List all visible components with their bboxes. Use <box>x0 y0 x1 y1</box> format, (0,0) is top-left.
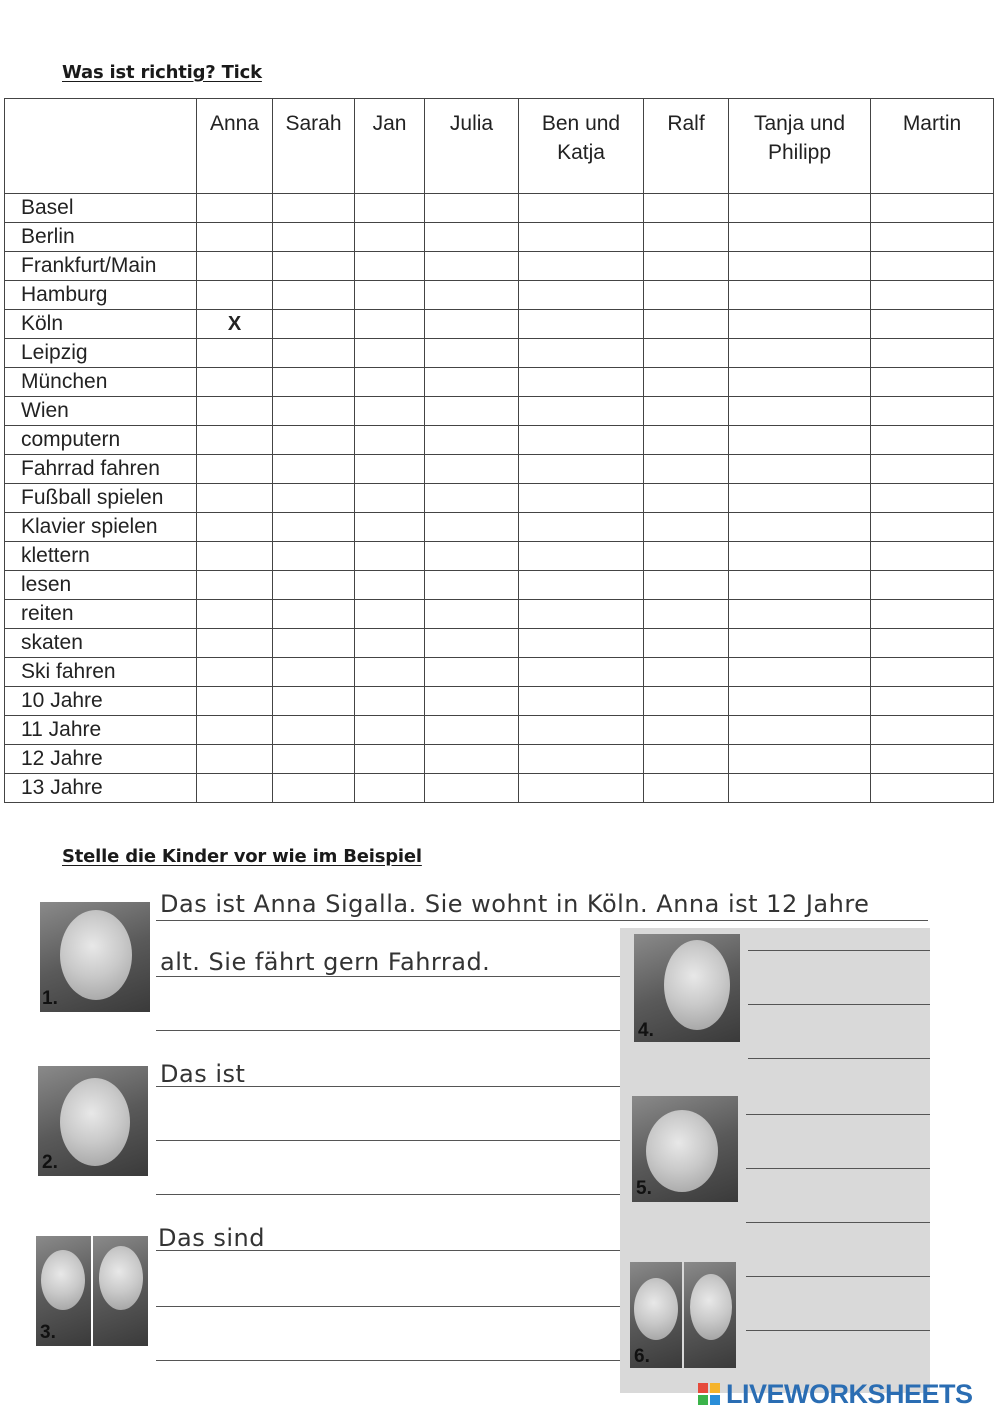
tick-cell[interactable] <box>425 745 519 774</box>
tick-cell[interactable] <box>519 194 644 223</box>
tick-cell[interactable] <box>273 600 355 629</box>
tick-cell[interactable] <box>871 484 994 513</box>
column-header: Martin <box>871 99 994 194</box>
column-header: Julia <box>425 99 519 194</box>
answer-line-3c[interactable] <box>156 1360 620 1361</box>
tick-cell[interactable] <box>729 194 871 223</box>
tick-cell[interactable] <box>425 571 519 600</box>
answer-line-5c[interactable] <box>746 1222 930 1223</box>
table-row <box>5 310 994 339</box>
answer-line-4b[interactable] <box>748 1004 930 1005</box>
tick-cell[interactable] <box>871 397 994 426</box>
tick-cell[interactable] <box>871 774 994 803</box>
row-label: Fahrrad fahren <box>5 455 197 484</box>
table-row <box>5 281 994 310</box>
tick-cell[interactable] <box>729 252 871 281</box>
tick-cell[interactable] <box>425 252 519 281</box>
answer-line-5a[interactable] <box>746 1114 930 1115</box>
tick-cell[interactable] <box>519 281 644 310</box>
tick-cell[interactable] <box>644 339 729 368</box>
child-photo-3b <box>93 1236 148 1346</box>
tick-cell[interactable] <box>871 745 994 774</box>
tick-cell[interactable] <box>355 223 425 252</box>
example-text-line-2: alt. Sie fährt gern Fahrrad. <box>160 948 491 976</box>
tick-cell[interactable] <box>729 484 871 513</box>
prompt-das-sind: Das sind <box>158 1224 265 1252</box>
tick-cell[interactable] <box>729 629 871 658</box>
tick-cell[interactable] <box>425 629 519 658</box>
row-label: 11 Jahre <box>5 716 197 745</box>
table-row <box>5 484 994 513</box>
tick-mark: X <box>227 312 242 335</box>
tick-cell[interactable] <box>644 281 729 310</box>
tick-cell[interactable] <box>729 426 871 455</box>
tick-cell[interactable] <box>197 687 273 716</box>
tick-cell[interactable] <box>871 629 994 658</box>
tick-cell[interactable] <box>519 542 644 571</box>
answer-line-6b[interactable] <box>746 1330 930 1331</box>
tick-cell[interactable] <box>197 571 273 600</box>
row-label: München <box>5 368 197 397</box>
table-row <box>5 455 994 484</box>
table-row <box>5 571 994 600</box>
tick-cell[interactable] <box>871 281 994 310</box>
tick-cell[interactable] <box>871 513 994 542</box>
tick-cell[interactable] <box>871 687 994 716</box>
tick-cell[interactable] <box>355 774 425 803</box>
tick-cell[interactable] <box>355 426 425 455</box>
tick-cell[interactable] <box>273 571 355 600</box>
row-label: Berlin <box>5 223 197 252</box>
tick-cell[interactable] <box>519 339 644 368</box>
row-label: computern <box>5 426 197 455</box>
tick-cell[interactable] <box>871 252 994 281</box>
tick-cell[interactable] <box>273 687 355 716</box>
tick-cell[interactable] <box>729 716 871 745</box>
row-label: 10 Jahre <box>5 687 197 716</box>
writing-line <box>156 976 620 977</box>
tick-cell[interactable] <box>729 455 871 484</box>
tick-cell[interactable] <box>197 600 273 629</box>
photo-number-6: 6. <box>634 1346 650 1367</box>
column-header: Jan <box>355 99 425 194</box>
exercise-heading-tick: Was ist richtig? Tick <box>62 62 262 83</box>
column-header: Tanja und Philipp <box>729 99 871 194</box>
tick-cell[interactable] <box>355 716 425 745</box>
table-row <box>5 629 994 658</box>
tick-cell[interactable] <box>519 513 644 542</box>
answer-line-3a[interactable] <box>156 1250 620 1251</box>
tick-cell[interactable] <box>644 716 729 745</box>
tick-cell[interactable] <box>425 716 519 745</box>
tick-cell[interactable] <box>197 252 273 281</box>
tick-cell[interactable] <box>355 339 425 368</box>
tick-cell[interactable] <box>197 194 273 223</box>
table-row <box>5 339 994 368</box>
tick-cell[interactable] <box>519 223 644 252</box>
tick-cell[interactable] <box>273 339 355 368</box>
row-label: Köln <box>5 310 197 339</box>
tick-cell[interactable] <box>644 194 729 223</box>
tick-cell[interactable] <box>355 484 425 513</box>
tick-cell[interactable] <box>197 774 273 803</box>
table-row <box>5 716 994 745</box>
table-row <box>5 223 994 252</box>
tick-cell[interactable] <box>197 397 273 426</box>
tick-cell[interactable] <box>273 774 355 803</box>
tick-cell[interactable] <box>355 600 425 629</box>
table-row <box>5 194 994 223</box>
table-row <box>5 513 994 542</box>
tick-cell[interactable] <box>519 658 644 687</box>
tick-cell[interactable] <box>355 368 425 397</box>
tick-cell[interactable] <box>729 687 871 716</box>
tick-cell[interactable] <box>425 368 519 397</box>
tick-cell[interactable] <box>519 484 644 513</box>
tick-cell[interactable] <box>519 600 644 629</box>
tick-cell[interactable] <box>871 223 994 252</box>
tick-cell[interactable] <box>644 397 729 426</box>
tick-cell[interactable] <box>519 455 644 484</box>
tick-cell[interactable] <box>197 658 273 687</box>
column-header: Ben und Katja <box>519 99 644 194</box>
tick-cell[interactable] <box>644 484 729 513</box>
tick-cell[interactable] <box>519 687 644 716</box>
tick-table <box>4 98 994 803</box>
tick-cell[interactable] <box>273 716 355 745</box>
tick-cell[interactable] <box>197 368 273 397</box>
tick-cell[interactable] <box>425 658 519 687</box>
tick-cell[interactable] <box>519 252 644 281</box>
answer-line-4c[interactable] <box>748 1058 930 1059</box>
tick-cell[interactable] <box>425 194 519 223</box>
tick-cell[interactable] <box>729 774 871 803</box>
tick-cell[interactable] <box>519 745 644 774</box>
column-header: Sarah <box>273 99 355 194</box>
child-photo-6b <box>684 1262 736 1368</box>
tick-cell[interactable] <box>644 542 729 571</box>
tick-cell[interactable] <box>197 281 273 310</box>
tick-cell[interactable] <box>871 339 994 368</box>
answer-line-2c[interactable] <box>156 1194 620 1195</box>
tick-cell[interactable] <box>871 455 994 484</box>
tick-cell[interactable] <box>729 658 871 687</box>
tick-cell[interactable] <box>871 194 994 223</box>
answer-line-2b[interactable] <box>156 1140 620 1141</box>
row-label: reiten <box>5 600 197 629</box>
tick-cell[interactable] <box>355 252 425 281</box>
tick-cell[interactable] <box>644 223 729 252</box>
table-row <box>5 397 994 426</box>
tick-cell[interactable] <box>273 658 355 687</box>
tick-cell[interactable] <box>273 397 355 426</box>
tick-cell[interactable] <box>197 310 273 339</box>
table-row <box>5 600 994 629</box>
row-label: 13 Jahre <box>5 774 197 803</box>
tick-cell[interactable] <box>729 571 871 600</box>
row-label: Leipzig <box>5 339 197 368</box>
tick-cell[interactable] <box>729 339 871 368</box>
writing-line <box>156 920 928 921</box>
column-header: Ralf <box>644 99 729 194</box>
table-row <box>5 774 994 803</box>
table-row <box>5 426 994 455</box>
photo-number-1: 1. <box>42 988 58 1009</box>
table-row <box>5 687 994 716</box>
row-label: lesen <box>5 571 197 600</box>
example-text-line-1: Das ist Anna Sigalla. Sie wohnt in Köln. Anna ist 12 Jahre <box>160 890 870 918</box>
tick-cell[interactable] <box>519 571 644 600</box>
tick-cell[interactable] <box>519 426 644 455</box>
tick-cell[interactable] <box>729 281 871 310</box>
tick-cell[interactable] <box>197 542 273 571</box>
tick-cell[interactable] <box>197 716 273 745</box>
tick-cell[interactable] <box>871 542 994 571</box>
tick-cell[interactable] <box>355 629 425 658</box>
row-label: Fußball spielen <box>5 484 197 513</box>
tick-cell[interactable] <box>644 629 729 658</box>
table-row <box>5 368 994 397</box>
tick-cell[interactable] <box>729 310 871 339</box>
photo-number-2: 2. <box>42 1152 58 1173</box>
tick-cell[interactable] <box>729 368 871 397</box>
logo-icon <box>698 1383 720 1405</box>
tick-cell[interactable] <box>729 223 871 252</box>
row-label: 12 Jahre <box>5 745 197 774</box>
tick-cell[interactable] <box>871 368 994 397</box>
table-header-row <box>5 99 994 194</box>
tick-cell[interactable] <box>425 455 519 484</box>
tick-cell[interactable] <box>273 513 355 542</box>
answer-line-4a[interactable] <box>748 950 930 951</box>
tick-cell[interactable] <box>871 716 994 745</box>
tick-cell[interactable] <box>425 397 519 426</box>
tick-cell[interactable] <box>425 600 519 629</box>
tick-cell[interactable] <box>644 252 729 281</box>
tick-cell[interactable] <box>425 687 519 716</box>
tick-cell[interactable] <box>644 658 729 687</box>
tick-cell[interactable] <box>644 571 729 600</box>
tick-cell[interactable] <box>273 252 355 281</box>
tick-cell[interactable] <box>273 194 355 223</box>
tick-cell[interactable] <box>519 310 644 339</box>
tick-cell[interactable] <box>519 774 644 803</box>
tick-cell[interactable] <box>644 600 729 629</box>
tick-cell[interactable] <box>425 223 519 252</box>
tick-cell[interactable] <box>425 542 519 571</box>
tick-cell[interactable] <box>729 600 871 629</box>
tick-cell[interactable] <box>425 339 519 368</box>
tick-cell[interactable] <box>644 455 729 484</box>
tick-cell[interactable] <box>355 194 425 223</box>
table-row <box>5 745 994 774</box>
tick-cell[interactable] <box>519 629 644 658</box>
tick-cell[interactable] <box>197 484 273 513</box>
tick-cell[interactable] <box>644 368 729 397</box>
tick-cell[interactable] <box>197 513 273 542</box>
answer-line-3b[interactable] <box>156 1306 620 1307</box>
tick-cell[interactable] <box>425 774 519 803</box>
row-label: Klavier spielen <box>5 513 197 542</box>
tick-cell[interactable] <box>355 281 425 310</box>
tick-cell[interactable] <box>273 281 355 310</box>
liveworksheets-logo <box>698 1378 973 1410</box>
prompt-das-ist: Das ist <box>160 1060 246 1088</box>
tick-cell[interactable] <box>197 745 273 774</box>
tick-cell[interactable] <box>273 745 355 774</box>
tick-cell[interactable] <box>644 774 729 803</box>
tick-cell[interactable] <box>425 426 519 455</box>
tick-cell[interactable] <box>729 397 871 426</box>
row-label: Wien <box>5 397 197 426</box>
tick-cell[interactable] <box>871 600 994 629</box>
tick-cell[interactable] <box>273 426 355 455</box>
tick-cell[interactable] <box>273 484 355 513</box>
row-label: skaten <box>5 629 197 658</box>
column-header: Anna <box>197 99 273 194</box>
table-corner <box>5 99 197 194</box>
tick-cell[interactable] <box>871 658 994 687</box>
tick-cell[interactable] <box>729 542 871 571</box>
tick-cell[interactable] <box>425 281 519 310</box>
logo-text: LIVEWORKSHEETS <box>726 1378 973 1409</box>
tick-cell[interactable] <box>355 455 425 484</box>
row-label: Hamburg <box>5 281 197 310</box>
tick-cell[interactable] <box>355 397 425 426</box>
answer-line-2a[interactable] <box>156 1086 620 1087</box>
photo-number-5: 5. <box>636 1178 652 1199</box>
tick-cell[interactable] <box>644 513 729 542</box>
tick-cell[interactable] <box>644 745 729 774</box>
tick-cell[interactable] <box>644 687 729 716</box>
tick-cell[interactable] <box>355 658 425 687</box>
row-label: Frankfurt/Main <box>5 252 197 281</box>
table-row <box>5 252 994 281</box>
tick-cell[interactable] <box>273 542 355 571</box>
tick-cell[interactable] <box>197 455 273 484</box>
tick-cell[interactable] <box>871 426 994 455</box>
tick-cell[interactable] <box>425 310 519 339</box>
tick-cell[interactable] <box>273 310 355 339</box>
table-row <box>5 542 994 571</box>
row-label: Ski fahren <box>5 658 197 687</box>
tick-cell[interactable] <box>197 629 273 658</box>
tick-cell[interactable] <box>355 687 425 716</box>
row-label: Basel <box>5 194 197 223</box>
tick-cell[interactable] <box>273 223 355 252</box>
tick-cell[interactable] <box>729 513 871 542</box>
photo-number-3: 3. <box>40 1322 56 1343</box>
answer-line-5b[interactable] <box>746 1168 930 1169</box>
tick-cell[interactable] <box>729 745 871 774</box>
tick-cell[interactable] <box>519 716 644 745</box>
tick-cell[interactable] <box>519 397 644 426</box>
tick-cell[interactable] <box>273 629 355 658</box>
tick-cell[interactable] <box>871 571 994 600</box>
tick-cell[interactable] <box>425 484 519 513</box>
tick-cell[interactable] <box>355 571 425 600</box>
tick-cell[interactable] <box>355 513 425 542</box>
tick-cell[interactable] <box>871 310 994 339</box>
tick-cell[interactable] <box>197 223 273 252</box>
exercise-heading-introduce: Stelle die Kinder vor wie im Beispiel <box>62 846 422 867</box>
row-label: klettern <box>5 542 197 571</box>
tick-cell[interactable] <box>197 339 273 368</box>
tick-cell[interactable] <box>197 426 273 455</box>
tick-cell[interactable] <box>644 426 729 455</box>
writing-line <box>156 1030 620 1031</box>
answer-line-6a[interactable] <box>746 1276 930 1277</box>
tick-cell[interactable] <box>519 368 644 397</box>
tick-cell[interactable] <box>355 542 425 571</box>
photo-number-4: 4. <box>638 1020 654 1041</box>
tick-cell[interactable] <box>355 745 425 774</box>
tick-cell[interactable] <box>273 368 355 397</box>
tick-cell[interactable] <box>355 310 425 339</box>
tick-cell[interactable] <box>644 310 729 339</box>
tick-cell[interactable] <box>273 455 355 484</box>
tick-cell[interactable] <box>425 513 519 542</box>
table-row <box>5 658 994 687</box>
